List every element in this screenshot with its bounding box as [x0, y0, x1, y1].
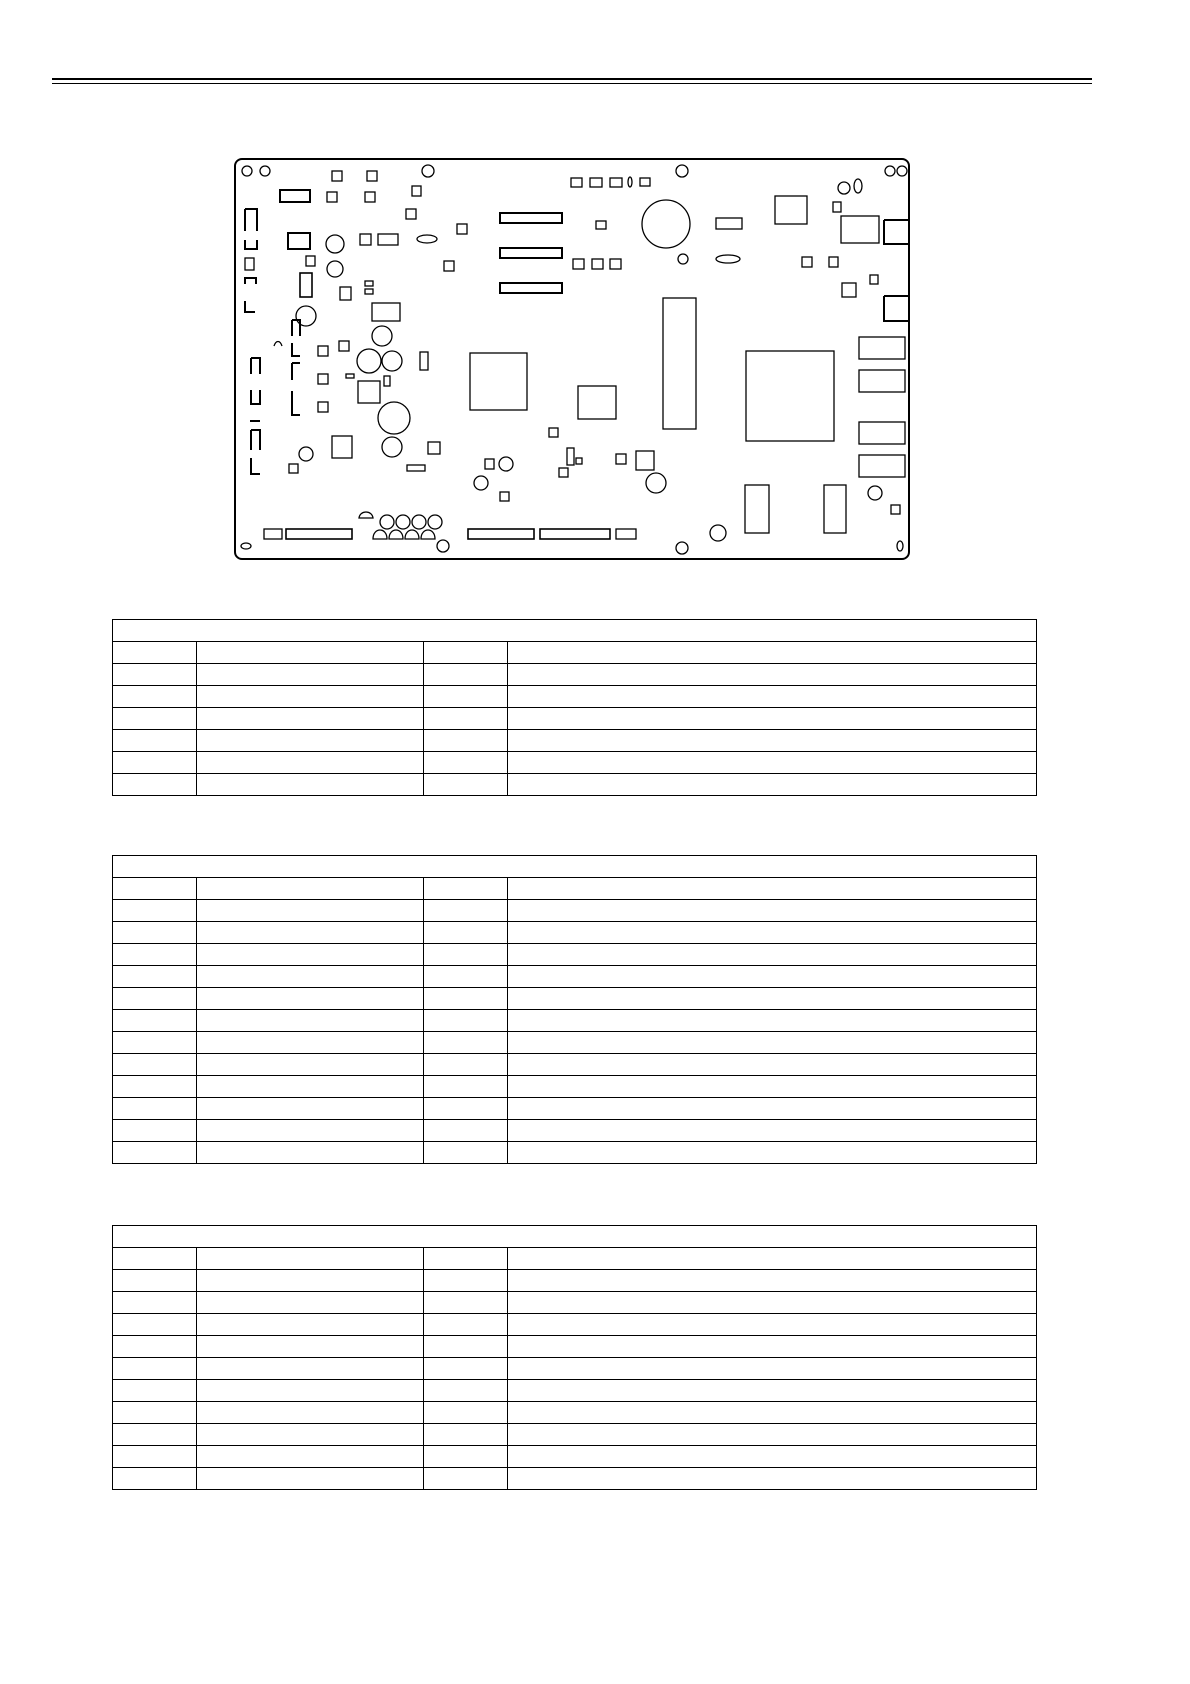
spec-table-1	[112, 619, 1037, 796]
table-row	[113, 708, 1037, 730]
header-rule-thick	[52, 78, 1092, 80]
table-row	[113, 878, 1037, 900]
table-row	[113, 988, 1037, 1010]
table-row	[113, 1424, 1037, 1446]
table-row	[113, 1142, 1037, 1164]
table-row	[113, 1358, 1037, 1380]
table-title	[113, 856, 1037, 878]
table-row	[113, 1010, 1037, 1032]
table-row	[113, 1292, 1037, 1314]
table-row	[113, 966, 1037, 988]
table-row	[113, 922, 1037, 944]
pcb-layout-diagram	[232, 156, 912, 562]
table-row	[113, 1446, 1037, 1468]
header-rule-thin	[52, 83, 1092, 84]
table-title	[113, 620, 1037, 642]
table-row	[113, 1120, 1037, 1142]
table-row	[113, 1380, 1037, 1402]
table-row	[113, 642, 1037, 664]
board-outline	[235, 159, 909, 559]
table-row	[113, 1270, 1037, 1292]
table-row	[113, 1248, 1037, 1270]
table-row	[113, 1032, 1037, 1054]
spec-table-2	[112, 855, 1037, 1164]
table-row	[113, 664, 1037, 686]
table-row	[113, 1314, 1037, 1336]
table-row	[113, 1076, 1037, 1098]
table-row	[113, 774, 1037, 796]
table-title	[113, 1226, 1037, 1248]
table-row	[113, 1054, 1037, 1076]
table-row	[113, 730, 1037, 752]
table-row	[113, 1468, 1037, 1490]
table-row	[113, 1402, 1037, 1424]
table-row	[113, 900, 1037, 922]
table-row	[113, 686, 1037, 708]
table-row	[113, 1098, 1037, 1120]
table-row	[113, 944, 1037, 966]
table-row	[113, 752, 1037, 774]
table-row	[113, 1336, 1037, 1358]
spec-table-3	[112, 1225, 1037, 1490]
